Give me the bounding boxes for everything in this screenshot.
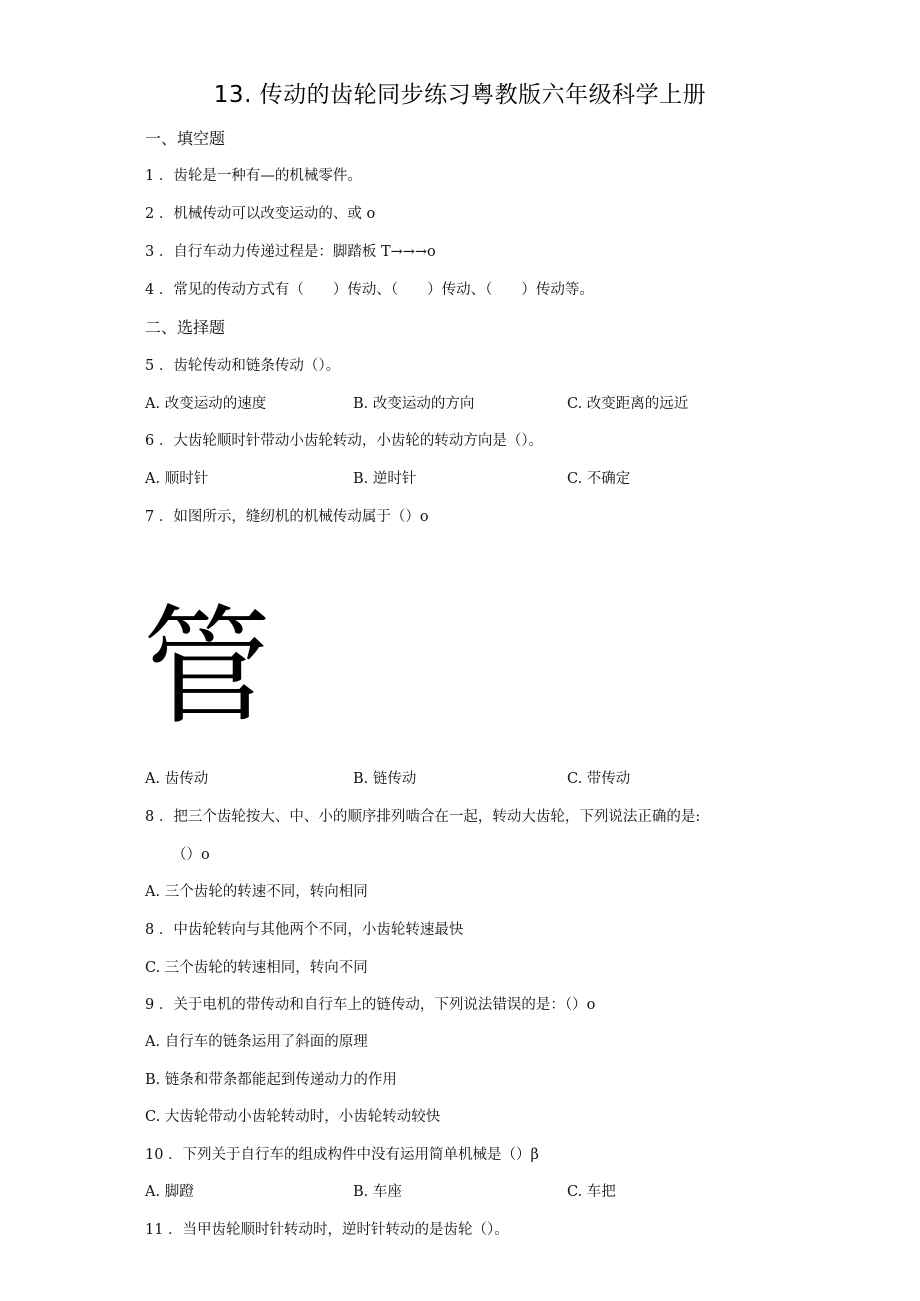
question-8-stem: 8 ．把三个齿轮按大、中、小的顺序排列啮合在一起，转动大齿轮，下列说法正确的是: xyxy=(145,809,701,825)
question-8-option-c: C. 三个齿轮的转速相同，转向不同 xyxy=(145,960,368,976)
question-1: 1 ．齿轮是一种有—的机械零件。 xyxy=(145,168,362,184)
question-7-option-a: A. 齿传动 xyxy=(145,771,209,787)
section-heading-fill-in: 一、填空题 xyxy=(145,129,226,148)
question-4: 4 ．常见的传动方式有（ ）传动、（ ）传动、（ ）传动等。 xyxy=(145,282,594,298)
question-7-option-c: C. 带传动 xyxy=(567,771,631,787)
question-5-option-c: C. 改变距离的远近 xyxy=(567,396,689,412)
question-7-stem: 7 ．如图所示，缝纫机的机械传动属于（）o xyxy=(145,509,429,525)
question-5-stem: 5 ．齿轮传动和链条传动（）。 xyxy=(145,358,341,374)
question-7-option-b: B. 链传动 xyxy=(353,771,417,787)
question-6-option-c: C. 不确定 xyxy=(567,471,631,487)
question-5-option-a: A. 改变运动的速度 xyxy=(145,396,267,412)
question-6-option-b: B. 逆时针 xyxy=(353,471,417,487)
question-8-option-b: 8 ．中齿轮转向与其他两个不同，小齿轮转速最快 xyxy=(145,922,464,938)
question-10-option-b: B. 车座 xyxy=(353,1184,402,1200)
question-3: 3 ．自行车动力传递过程是：脚踏板 T→→→o xyxy=(145,244,436,260)
question-9-stem: 9 ．关于电机的带传动和自行车上的链传动，下列说法错误的是：（）o xyxy=(145,997,596,1013)
question-6-stem: 6 ．大齿轮顺时针带动小齿轮转动，小齿轮的转动方向是（）。 xyxy=(145,433,544,449)
question-9-option-a: A. 自行车的链条运用了斜面的原理 xyxy=(145,1034,368,1050)
question-9-option-c: C. 大齿轮带动小齿轮转动时，小齿轮转动较快 xyxy=(145,1109,441,1125)
page-title: 13. 传动的齿轮同步练习粤教版六年级科学上册 xyxy=(213,82,707,108)
section-heading-choice: 二、选择题 xyxy=(145,318,226,337)
question-10-option-a: A. 脚蹬 xyxy=(145,1184,194,1200)
question-10-option-c: C. 车把 xyxy=(567,1184,616,1200)
question-6-option-a: A. 顺时针 xyxy=(145,471,209,487)
question-2: 2 ．机械传动可以改变运动的、或 o xyxy=(145,206,376,222)
question-10-stem: 10 ．下列关于自行车的组成构件中没有运用简单机械是（）β xyxy=(145,1147,539,1163)
question-8-option-a: A. 三个齿轮的转速不同，转向相同 xyxy=(145,884,368,900)
sewing-machine-figure: 管 xyxy=(143,593,272,742)
question-8-stem-continued: （）o xyxy=(172,847,210,863)
question-5-option-b: B. 改变运动的方向 xyxy=(353,396,475,412)
question-11: 11 ．当甲齿轮顺时针转动时，逆时针转动的是齿轮（）。 xyxy=(145,1222,509,1238)
question-9-option-b: B. 链条和带条都能起到传递动力的作用 xyxy=(145,1072,397,1088)
